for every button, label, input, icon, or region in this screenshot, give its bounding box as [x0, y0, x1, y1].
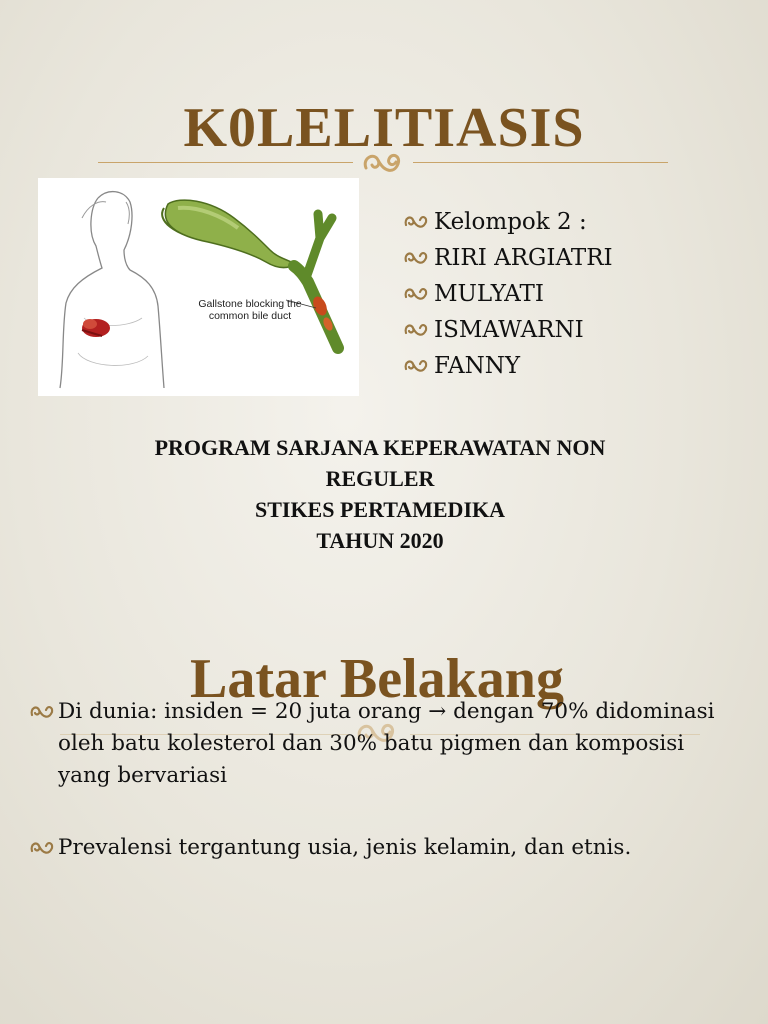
- institution-line: STIKES PERTAMEDIKA: [254, 497, 506, 522]
- scroll-bullet-icon: [402, 248, 432, 268]
- figure-caption: Gallstone blocking the common bile duct: [198, 298, 302, 322]
- year-line: TAHUN 2020: [316, 528, 444, 553]
- scroll-bullet-icon: [402, 356, 432, 376]
- slide-latar-belakang: [0, 580, 768, 1024]
- ornament-divider: [98, 148, 668, 178]
- scroll-bullet-icon: [402, 320, 432, 340]
- program-info: [60, 432, 700, 556]
- slide-heading: Latar Belakang: [190, 648, 564, 711]
- scroll-bullet-icon: [402, 212, 432, 232]
- list-item: [402, 312, 742, 348]
- list-item: [402, 348, 742, 384]
- list-item: [28, 832, 733, 864]
- scroll-bullet-icon: [402, 284, 432, 304]
- background-bullets: [28, 696, 733, 864]
- member-name: RIRI ARGIATRI: [434, 245, 613, 271]
- list-item: [402, 276, 742, 312]
- slide-title-heading: K0LELITIASIS: [183, 96, 585, 159]
- program-line: PROGRAM SARJANA KEPERAWATAN NON: [154, 435, 606, 460]
- scroll-ornament-icon: [360, 148, 406, 178]
- divider-line-left: [98, 162, 353, 163]
- scroll-bullet-icon: [28, 838, 56, 858]
- gallbladder-illustration: [38, 178, 359, 396]
- list-item: [402, 240, 742, 276]
- bullet-text: Di dunia: insiden = 20 juta orang → dengan 70% didominasi oleh batu kolesterol dan 30% batu pigmen dan komposisi yang bervariasi: [58, 699, 715, 788]
- program-line: REGULER: [325, 466, 435, 491]
- member-list: [402, 204, 742, 384]
- scroll-bullet-icon: [28, 702, 56, 722]
- member-label: Kelompok 2 :: [434, 209, 587, 235]
- member-name: FANNY: [434, 353, 521, 379]
- list-item: [402, 204, 742, 240]
- list-item: [28, 696, 733, 792]
- member-name: ISMAWARNI: [434, 317, 584, 343]
- member-name: MULYATI: [434, 281, 544, 307]
- divider-line-right: [413, 162, 668, 163]
- bullet-text: Prevalensi tergantung usia, jenis kelamin, dan etnis.: [58, 835, 632, 860]
